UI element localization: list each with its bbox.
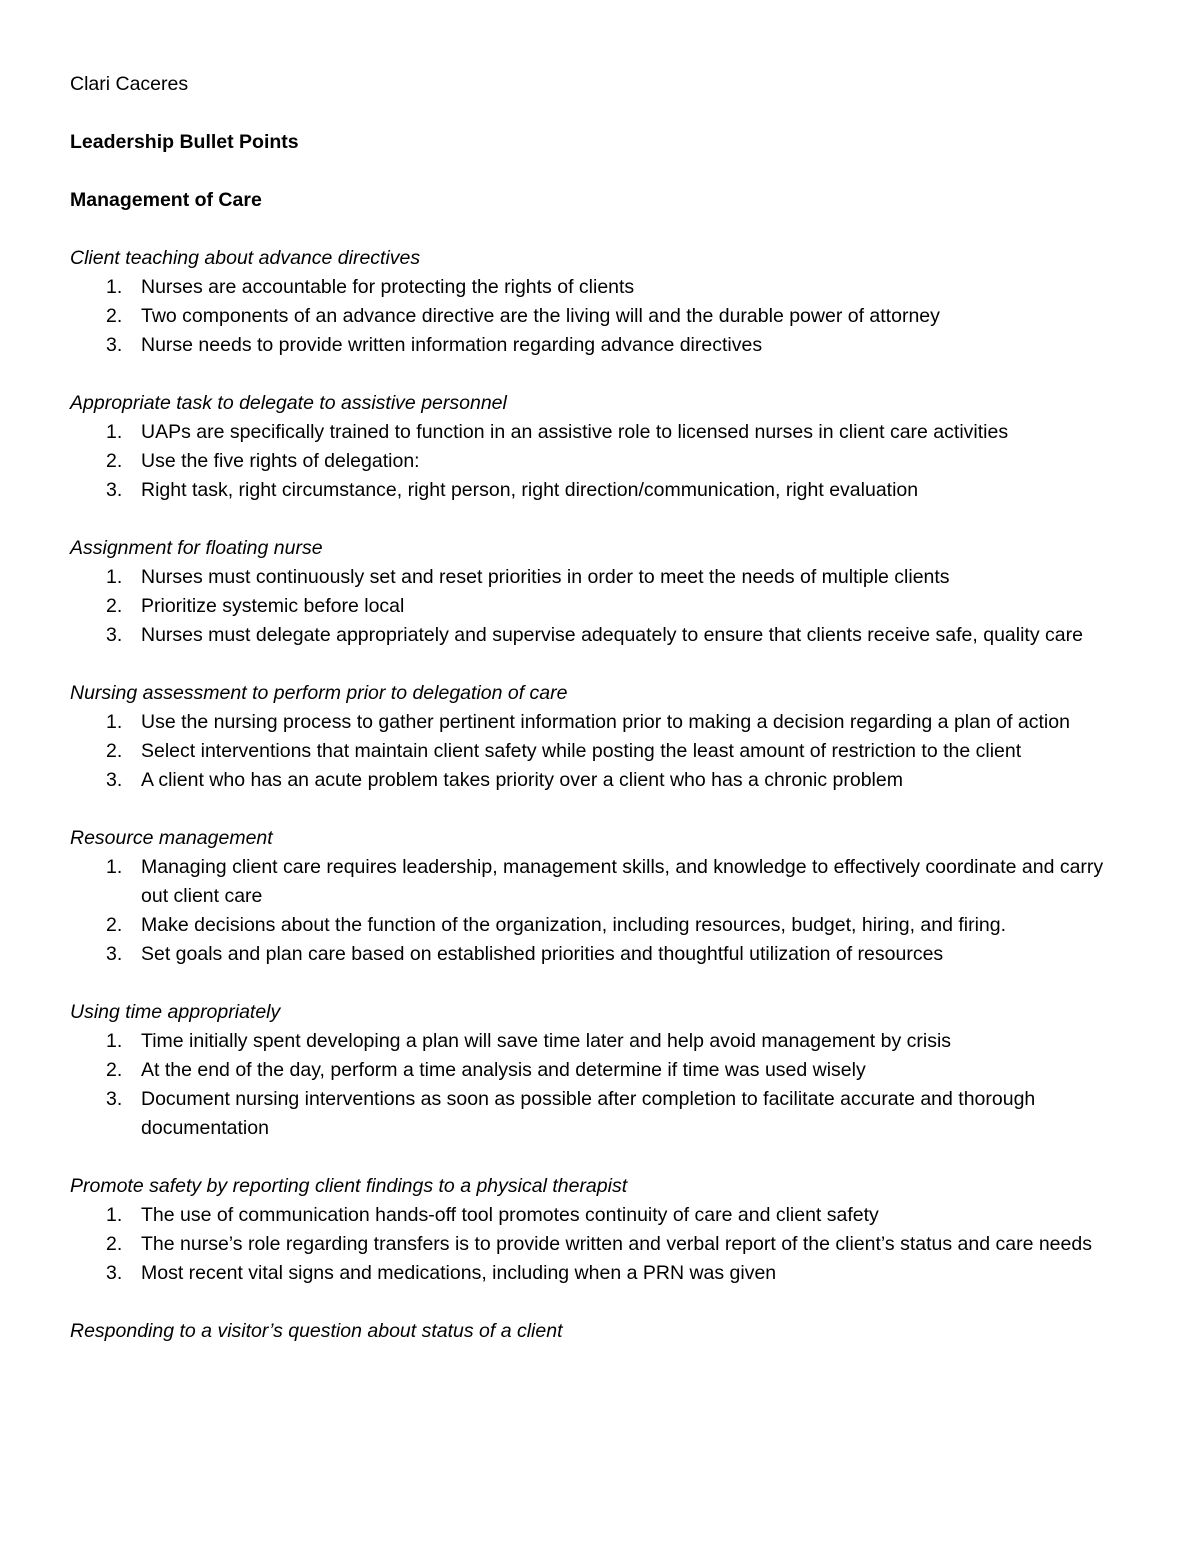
list-item-text: Nurses are accountable for protecting the rights of clients	[141, 276, 635, 298]
topic-section	[70, 244, 1130, 360]
list-item-number: 1.	[106, 711, 123, 733]
topic-section	[70, 998, 1130, 1143]
topic-section	[70, 824, 1130, 969]
numbered-list	[70, 418, 1130, 505]
list-item-number: 3.	[106, 624, 123, 646]
list-item-text: Two components of an advance directive are the living will and the durable power of attorney	[141, 305, 940, 327]
list-item-number: 1.	[106, 421, 123, 443]
list-item-text: Nurse needs to provide written information regarding advance directives	[141, 334, 763, 356]
list-item	[70, 273, 1130, 302]
list-item	[70, 331, 1130, 360]
list-item-number: 2.	[106, 740, 123, 762]
topic-section	[70, 389, 1130, 505]
document-body	[70, 70, 1130, 1375]
list-item-text: Nurses must delegate appropriately and supervise adequately to ensure that clients receive safe, quality care	[141, 624, 1083, 646]
author-name: Clari Caceres	[70, 73, 189, 95]
numbered-list	[70, 273, 1130, 360]
list-item-text: Most recent vital signs and medications, including when a PRN was given	[141, 1262, 777, 1284]
list-item	[70, 940, 1130, 969]
list-item	[70, 621, 1130, 650]
list-item-text: The nurse’s role regarding transfers is to provide written and verbal report of the client’s status and care needs	[141, 1233, 1092, 1255]
document-title: Leadership Bullet Points	[70, 131, 299, 153]
list-item-number: 2.	[106, 595, 123, 617]
list-item-text: UAPs are specifically trained to function in an assistive role to licensed nurses in client care activities	[141, 421, 1009, 443]
list-item	[70, 911, 1130, 940]
list-item-number: 3.	[106, 769, 123, 791]
list-item-text: The use of communication hands-off tool promotes continuity of care and client safety	[141, 1204, 879, 1226]
topic-section	[70, 1317, 1130, 1346]
list-item-text: Nurses must continuously set and reset priorities in order to meet the needs of multiple clients	[141, 566, 950, 588]
list-item-number: 1.	[106, 276, 123, 298]
list-item	[70, 418, 1130, 447]
list-item-number: 3.	[106, 943, 123, 965]
list-item	[70, 1027, 1130, 1056]
list-item-number: 1.	[106, 1204, 123, 1226]
numbered-list	[70, 563, 1130, 650]
list-item-text: Time initially spent developing a plan will save time later and help avoid management by crisis	[141, 1030, 952, 1052]
list-item	[70, 302, 1130, 331]
topic-heading: Client teaching about advance directives	[70, 247, 421, 269]
list-item	[70, 1085, 1130, 1143]
list-item-text: Prioritize systemic before local	[141, 595, 405, 617]
topic-heading: Resource management	[70, 827, 273, 849]
list-item-text: Set goals and plan care based on established priorities and thoughtful utilization of resources	[141, 943, 944, 965]
list-item	[70, 447, 1130, 476]
topic-heading: Appropriate task to delegate to assistive personnel	[70, 392, 507, 414]
list-item-number: 2.	[106, 305, 123, 327]
numbered-list	[70, 1027, 1130, 1143]
list-item	[70, 737, 1130, 766]
list-item	[70, 1056, 1130, 1085]
list-item-number: 2.	[106, 450, 123, 472]
list-item-number: 3.	[106, 1088, 123, 1110]
topic-heading: Assignment for floating nurse	[70, 537, 323, 559]
list-item-number: 1.	[106, 856, 123, 878]
list-item-text: A client who has an acute problem takes priority over a client who has a chronic problem	[141, 769, 903, 791]
list-item	[70, 1230, 1130, 1259]
list-item-number: 1.	[106, 1030, 123, 1052]
list-item-text: Make decisions about the function of the organization, including resources, budget, hiring, and firing.	[141, 914, 1007, 936]
list-item-text: Right task, right circumstance, right person, right direction/communication, right evaluation	[141, 479, 919, 501]
list-item-text: Document nursing interventions as soon as possible after completion to facilitate accurate and thorough documentation	[141, 1088, 1036, 1139]
list-item-number: 2.	[106, 1233, 123, 1255]
topic-heading: Nursing assessment to perform prior to delegation of care	[70, 682, 568, 704]
list-item	[70, 1259, 1130, 1288]
list-item	[70, 563, 1130, 592]
topic-heading: Promote safety by reporting client findings to a physical therapist	[70, 1175, 628, 1197]
numbered-list	[70, 1201, 1130, 1288]
topic-section	[70, 679, 1130, 795]
list-item-text: At the end of the day, perform a time analysis and determine if time was used wisely	[141, 1059, 866, 1081]
list-item-text: Use the five rights of delegation:	[141, 450, 420, 472]
topic-section	[70, 534, 1130, 650]
list-item-number: 2.	[106, 1059, 123, 1081]
list-item	[70, 1201, 1130, 1230]
list-item	[70, 853, 1130, 911]
list-item-text: Managing client care requires leadership, management skills, and knowledge to effectively coordinate and carry out client care	[141, 856, 1104, 907]
numbered-list	[70, 708, 1130, 795]
list-item	[70, 708, 1130, 737]
list-item-text: Select interventions that maintain client safety while posting the least amount of restriction to the client	[141, 740, 1022, 762]
topic-section	[70, 1172, 1130, 1288]
list-item-number: 3.	[106, 479, 123, 501]
list-item-number: 3.	[106, 1262, 123, 1284]
list-item	[70, 476, 1130, 505]
topic-list-container	[70, 244, 1130, 1346]
numbered-list	[70, 853, 1130, 969]
list-item-number: 1.	[106, 566, 123, 588]
topic-heading: Responding to a visitor’s question about status of a client	[70, 1320, 563, 1342]
section-heading: Management of Care	[70, 189, 262, 211]
topic-heading: Using time appropriately	[70, 1001, 281, 1023]
list-item-number: 2.	[106, 914, 123, 936]
list-item	[70, 592, 1130, 621]
list-item-number: 3.	[106, 334, 123, 356]
list-item-text: Use the nursing process to gather pertinent information prior to making a decision regarding a plan of action	[141, 711, 1070, 733]
list-item	[70, 766, 1130, 795]
